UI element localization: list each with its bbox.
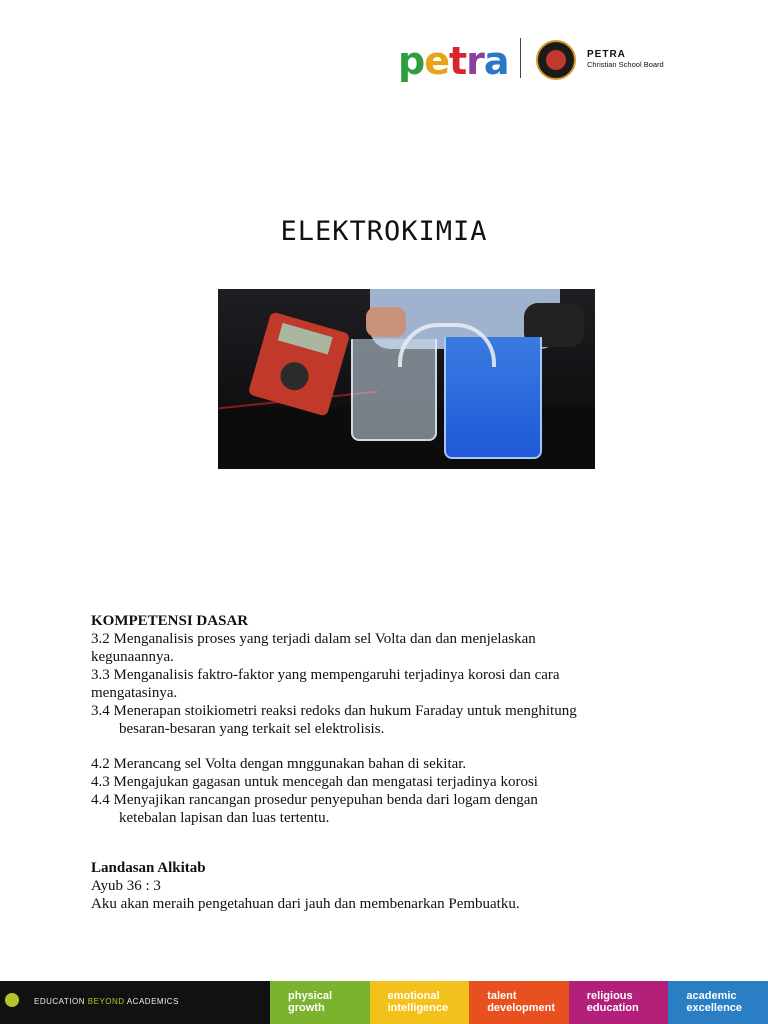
footer-tile-talent-development xyxy=(469,981,569,1024)
school-subtitle: Christian School Board xyxy=(587,60,664,69)
kd-item-text: 4.3 Mengajukan gagasan untuk mencegah dan mengatasi terjadinya korosi xyxy=(91,774,538,790)
kd-item-cont: ketebalan lapisan dan luas tertentu. xyxy=(119,810,330,826)
kd-item xyxy=(91,702,677,738)
kd-item-text: 4.2 Merancang sel Volta dengan mnggunakan bahan di sekitar. xyxy=(91,756,467,772)
footer-tagline xyxy=(0,981,270,1024)
tile-line: religious xyxy=(586,990,633,1002)
logo-divider xyxy=(520,38,521,78)
landasan-reference: Ayub 36 : 3 xyxy=(91,878,161,894)
tile-line: physical xyxy=(288,990,333,1002)
tile-line: education xyxy=(586,1002,639,1014)
tagline-word: EDUCATION xyxy=(34,997,86,1006)
landasan-heading: Landasan Alkitab xyxy=(91,860,206,876)
logo-letter: a xyxy=(483,39,509,83)
document-title: ELEKTROKIMIA xyxy=(280,216,488,247)
landasan-section xyxy=(91,859,677,913)
tile-line: development xyxy=(487,1002,556,1014)
footer-tile-religious-education xyxy=(569,981,669,1024)
kd-item xyxy=(91,666,677,702)
tagline-word-accent: BEYOND xyxy=(87,997,125,1006)
kd-item-cont: besaran-besaran yang terkait sel elektrolisis. xyxy=(119,721,385,737)
footer-tagline-text xyxy=(34,997,179,1006)
footer-tile-academic-excellence xyxy=(668,981,768,1024)
kd-item-cont: kegunaannya. xyxy=(91,649,174,665)
school-name: PETRA xyxy=(587,49,626,60)
logo-letter: e xyxy=(424,39,449,83)
kd-item-text: 3.4 Menerapan stoikiometri reaksi redoks dan hukum Faraday untuk menghitung xyxy=(91,703,577,719)
kd-item-text: 4.4 Menyajikan rancangan prosedur penyepuhan benda dari logam dengan xyxy=(91,792,538,808)
multimeter-icon xyxy=(248,311,351,416)
kd-item-text: 3.2 Menganalisis proses yang terjadi dalam sel Volta dan dan menjelaskan xyxy=(91,631,536,647)
kompetensi-heading: KOMPETENSI DASAR xyxy=(91,613,249,629)
logo-letter: r xyxy=(466,39,484,83)
tile-line: intelligence xyxy=(387,1002,449,1014)
logo-letter: t xyxy=(448,39,467,83)
landasan-verse: Aku akan meraih pengetahuan dari jauh dan membenarkan Pembuatku. xyxy=(91,896,520,912)
lightbulb-icon xyxy=(5,993,19,1007)
tile-line: emotional xyxy=(387,990,440,1002)
tile-line: academic xyxy=(686,990,737,1002)
photo-hand xyxy=(366,307,406,337)
kd-item xyxy=(91,755,677,773)
footer-banner xyxy=(0,981,768,1024)
school-seal-icon xyxy=(536,40,576,80)
tile-line: talent xyxy=(487,990,517,1002)
tagline-word: ACADEMICS xyxy=(126,997,179,1006)
petra-logo xyxy=(398,39,509,83)
tile-line: growth xyxy=(288,1002,325,1014)
tile-line: excellence xyxy=(686,1002,743,1014)
logo-letter: p xyxy=(398,39,425,83)
kd-item-cont: mengatasinya. xyxy=(91,685,178,701)
kd-item-text: 3.3 Menganalisis faktro-faktor yang mempengaruhi terjadinya korosi dan cara xyxy=(91,667,560,683)
kd-item xyxy=(91,773,677,791)
kd-item xyxy=(91,630,677,666)
footer-tile-emotional-intelligence xyxy=(370,981,470,1024)
kompetensi-section xyxy=(91,612,677,827)
footer-tile-physical-growth xyxy=(270,981,370,1024)
kd-item xyxy=(91,791,677,827)
electrochemistry-photo xyxy=(218,289,595,469)
